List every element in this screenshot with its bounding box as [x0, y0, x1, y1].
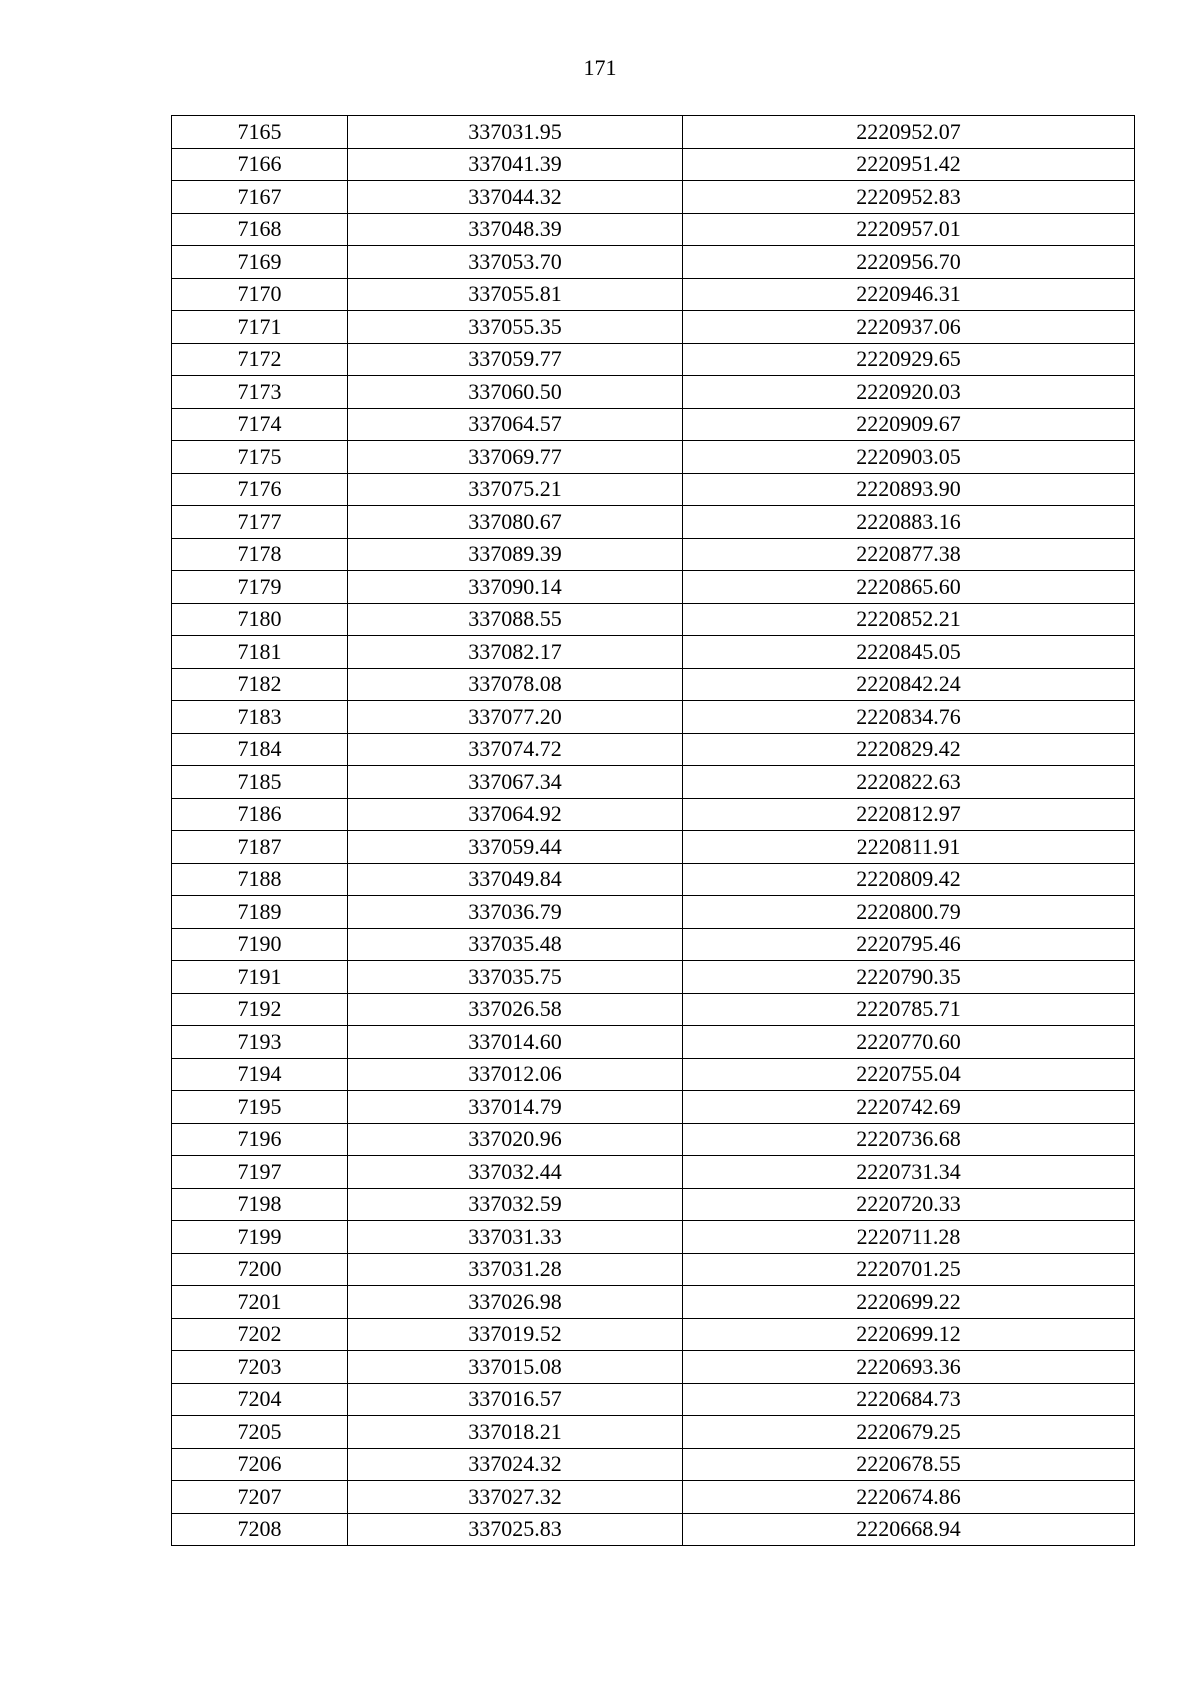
x-coordinate-cell: 337036.79 — [348, 896, 683, 929]
x-coordinate-cell: 337014.79 — [348, 1091, 683, 1124]
coordinates-table — [171, 115, 1135, 1546]
table-row — [172, 1416, 1135, 1449]
table-row — [172, 636, 1135, 669]
y-coordinate-cell: 2220674.86 — [683, 1481, 1135, 1514]
table-row — [172, 246, 1135, 279]
coordinates-table-body — [172, 116, 1135, 1546]
table-row — [172, 1286, 1135, 1319]
y-coordinate-cell: 2220845.05 — [683, 636, 1135, 669]
x-coordinate-cell: 337090.14 — [348, 571, 683, 604]
point-number-cell: 7167 — [172, 181, 348, 214]
point-number-cell: 7170 — [172, 278, 348, 311]
point-number-cell: 7196 — [172, 1123, 348, 1156]
table-row — [172, 506, 1135, 539]
x-coordinate-cell: 337016.57 — [348, 1383, 683, 1416]
y-coordinate-cell: 2220893.90 — [683, 473, 1135, 506]
x-coordinate-cell: 337067.34 — [348, 766, 683, 799]
y-coordinate-cell: 2220755.04 — [683, 1058, 1135, 1091]
y-coordinate-cell: 2220668.94 — [683, 1513, 1135, 1546]
x-coordinate-cell: 337026.58 — [348, 993, 683, 1026]
point-number-cell: 7204 — [172, 1383, 348, 1416]
x-coordinate-cell: 337025.83 — [348, 1513, 683, 1546]
point-number-cell: 7190 — [172, 928, 348, 961]
x-coordinate-cell: 337049.84 — [348, 863, 683, 896]
x-coordinate-cell: 337020.96 — [348, 1123, 683, 1156]
y-coordinate-cell: 2220951.42 — [683, 148, 1135, 181]
x-coordinate-cell: 337018.21 — [348, 1416, 683, 1449]
point-number-cell: 7199 — [172, 1221, 348, 1254]
table-row — [172, 668, 1135, 701]
table-row — [172, 863, 1135, 896]
table-row — [172, 896, 1135, 929]
x-coordinate-cell: 337041.39 — [348, 148, 683, 181]
point-number-cell: 7186 — [172, 798, 348, 831]
x-coordinate-cell: 337044.32 — [348, 181, 683, 214]
x-coordinate-cell: 337069.77 — [348, 441, 683, 474]
x-coordinate-cell: 337088.55 — [348, 603, 683, 636]
x-coordinate-cell: 337075.21 — [348, 473, 683, 506]
y-coordinate-cell: 2220731.34 — [683, 1156, 1135, 1189]
table-row — [172, 441, 1135, 474]
point-number-cell: 7173 — [172, 376, 348, 409]
y-coordinate-cell: 2220684.73 — [683, 1383, 1135, 1416]
y-coordinate-cell: 2220809.42 — [683, 863, 1135, 896]
y-coordinate-cell: 2220952.83 — [683, 181, 1135, 214]
x-coordinate-cell: 337089.39 — [348, 538, 683, 571]
point-number-cell: 7181 — [172, 636, 348, 669]
table-row — [172, 831, 1135, 864]
table-row — [172, 1091, 1135, 1124]
point-number-cell: 7198 — [172, 1188, 348, 1221]
y-coordinate-cell: 2220678.55 — [683, 1448, 1135, 1481]
point-number-cell: 7197 — [172, 1156, 348, 1189]
table-row — [172, 473, 1135, 506]
x-coordinate-cell: 337014.60 — [348, 1026, 683, 1059]
point-number-cell: 7185 — [172, 766, 348, 799]
point-number-cell: 7189 — [172, 896, 348, 929]
table-row — [172, 1513, 1135, 1546]
y-coordinate-cell: 2220822.63 — [683, 766, 1135, 799]
point-number-cell: 7166 — [172, 148, 348, 181]
x-coordinate-cell: 337031.95 — [348, 116, 683, 149]
x-coordinate-cell: 337015.08 — [348, 1351, 683, 1384]
point-number-cell: 7179 — [172, 571, 348, 604]
point-number-cell: 7188 — [172, 863, 348, 896]
y-coordinate-cell: 2220952.07 — [683, 116, 1135, 149]
point-number-cell: 7194 — [172, 1058, 348, 1091]
y-coordinate-cell: 2220795.46 — [683, 928, 1135, 961]
y-coordinate-cell: 2220852.21 — [683, 603, 1135, 636]
point-number-cell: 7205 — [172, 1416, 348, 1449]
y-coordinate-cell: 2220785.71 — [683, 993, 1135, 1026]
table-row — [172, 278, 1135, 311]
y-coordinate-cell: 2220909.67 — [683, 408, 1135, 441]
table-row — [172, 181, 1135, 214]
y-coordinate-cell: 2220903.05 — [683, 441, 1135, 474]
y-coordinate-cell: 2220834.76 — [683, 701, 1135, 734]
y-coordinate-cell: 2220699.22 — [683, 1286, 1135, 1319]
point-number-cell: 7168 — [172, 213, 348, 246]
y-coordinate-cell: 2220736.68 — [683, 1123, 1135, 1156]
x-coordinate-cell: 337032.44 — [348, 1156, 683, 1189]
point-number-cell: 7203 — [172, 1351, 348, 1384]
point-number-cell: 7195 — [172, 1091, 348, 1124]
table-row — [172, 928, 1135, 961]
y-coordinate-cell: 2220800.79 — [683, 896, 1135, 929]
x-coordinate-cell: 337055.81 — [348, 278, 683, 311]
table-row — [172, 148, 1135, 181]
table-row — [172, 603, 1135, 636]
page-number: 171 — [583, 55, 617, 80]
y-coordinate-cell: 2220829.42 — [683, 733, 1135, 766]
table-row — [172, 311, 1135, 344]
x-coordinate-cell: 337078.08 — [348, 668, 683, 701]
table-row — [172, 1058, 1135, 1091]
table-row — [172, 733, 1135, 766]
point-number-cell: 7200 — [172, 1253, 348, 1286]
y-coordinate-cell: 2220701.25 — [683, 1253, 1135, 1286]
x-coordinate-cell: 337059.44 — [348, 831, 683, 864]
x-coordinate-cell: 337026.98 — [348, 1286, 683, 1319]
table-row — [172, 408, 1135, 441]
x-coordinate-cell: 337064.92 — [348, 798, 683, 831]
y-coordinate-cell: 2220770.60 — [683, 1026, 1135, 1059]
y-coordinate-cell: 2220957.01 — [683, 213, 1135, 246]
y-coordinate-cell: 2220711.28 — [683, 1221, 1135, 1254]
point-number-cell: 7192 — [172, 993, 348, 1026]
x-coordinate-cell: 337035.75 — [348, 961, 683, 994]
x-coordinate-cell: 337064.57 — [348, 408, 683, 441]
point-number-cell: 7169 — [172, 246, 348, 279]
y-coordinate-cell: 2220842.24 — [683, 668, 1135, 701]
y-coordinate-cell: 2220946.31 — [683, 278, 1135, 311]
y-coordinate-cell: 2220693.36 — [683, 1351, 1135, 1384]
table-row — [172, 1253, 1135, 1286]
x-coordinate-cell: 337032.59 — [348, 1188, 683, 1221]
point-number-cell: 7191 — [172, 961, 348, 994]
table-row — [172, 343, 1135, 376]
x-coordinate-cell: 337027.32 — [348, 1481, 683, 1514]
table-row — [172, 1156, 1135, 1189]
table-row — [172, 213, 1135, 246]
y-coordinate-cell: 2220877.38 — [683, 538, 1135, 571]
point-number-cell: 7177 — [172, 506, 348, 539]
table-row — [172, 376, 1135, 409]
x-coordinate-cell: 337059.77 — [348, 343, 683, 376]
point-number-cell: 7175 — [172, 441, 348, 474]
table-row — [172, 571, 1135, 604]
x-coordinate-cell: 337031.28 — [348, 1253, 683, 1286]
x-coordinate-cell: 337035.48 — [348, 928, 683, 961]
table-row — [172, 961, 1135, 994]
point-number-cell: 7182 — [172, 668, 348, 701]
table-row — [172, 993, 1135, 1026]
x-coordinate-cell: 337060.50 — [348, 376, 683, 409]
y-coordinate-cell: 2220699.12 — [683, 1318, 1135, 1351]
x-coordinate-cell: 337024.32 — [348, 1448, 683, 1481]
point-number-cell: 7207 — [172, 1481, 348, 1514]
point-number-cell: 7183 — [172, 701, 348, 734]
point-number-cell: 7202 — [172, 1318, 348, 1351]
table-row — [172, 1123, 1135, 1156]
y-coordinate-cell: 2220679.25 — [683, 1416, 1135, 1449]
table-row — [172, 538, 1135, 571]
y-coordinate-cell: 2220929.65 — [683, 343, 1135, 376]
table-row — [172, 1383, 1135, 1416]
point-number-cell: 7171 — [172, 311, 348, 344]
y-coordinate-cell: 2220956.70 — [683, 246, 1135, 279]
table-row — [172, 116, 1135, 149]
y-coordinate-cell: 2220812.97 — [683, 798, 1135, 831]
y-coordinate-cell: 2220742.69 — [683, 1091, 1135, 1124]
point-number-cell: 7193 — [172, 1026, 348, 1059]
x-coordinate-cell: 337019.52 — [348, 1318, 683, 1351]
x-coordinate-cell: 337031.33 — [348, 1221, 683, 1254]
x-coordinate-cell: 337012.06 — [348, 1058, 683, 1091]
point-number-cell: 7165 — [172, 116, 348, 149]
point-number-cell: 7178 — [172, 538, 348, 571]
y-coordinate-cell: 2220811.91 — [683, 831, 1135, 864]
x-coordinate-cell: 337080.67 — [348, 506, 683, 539]
table-row — [172, 766, 1135, 799]
y-coordinate-cell: 2220720.33 — [683, 1188, 1135, 1221]
y-coordinate-cell: 2220883.16 — [683, 506, 1135, 539]
x-coordinate-cell: 337048.39 — [348, 213, 683, 246]
table-row — [172, 1318, 1135, 1351]
point-number-cell: 7176 — [172, 473, 348, 506]
y-coordinate-cell: 2220937.06 — [683, 311, 1135, 344]
table-row — [172, 1351, 1135, 1384]
y-coordinate-cell: 2220865.60 — [683, 571, 1135, 604]
table-row — [172, 1448, 1135, 1481]
point-number-cell: 7184 — [172, 733, 348, 766]
table-row — [172, 701, 1135, 734]
point-number-cell: 7208 — [172, 1513, 348, 1546]
point-number-cell: 7174 — [172, 408, 348, 441]
x-coordinate-cell: 337082.17 — [348, 636, 683, 669]
x-coordinate-cell: 337053.70 — [348, 246, 683, 279]
y-coordinate-cell: 2220790.35 — [683, 961, 1135, 994]
point-number-cell: 7206 — [172, 1448, 348, 1481]
table-row — [172, 1026, 1135, 1059]
point-number-cell: 7180 — [172, 603, 348, 636]
table-row — [172, 1481, 1135, 1514]
table-row — [172, 1221, 1135, 1254]
x-coordinate-cell: 337074.72 — [348, 733, 683, 766]
point-number-cell: 7187 — [172, 831, 348, 864]
y-coordinate-cell: 2220920.03 — [683, 376, 1135, 409]
x-coordinate-cell: 337077.20 — [348, 701, 683, 734]
point-number-cell: 7201 — [172, 1286, 348, 1319]
x-coordinate-cell: 337055.35 — [348, 311, 683, 344]
table-row — [172, 1188, 1135, 1221]
point-number-cell: 7172 — [172, 343, 348, 376]
table-row — [172, 798, 1135, 831]
